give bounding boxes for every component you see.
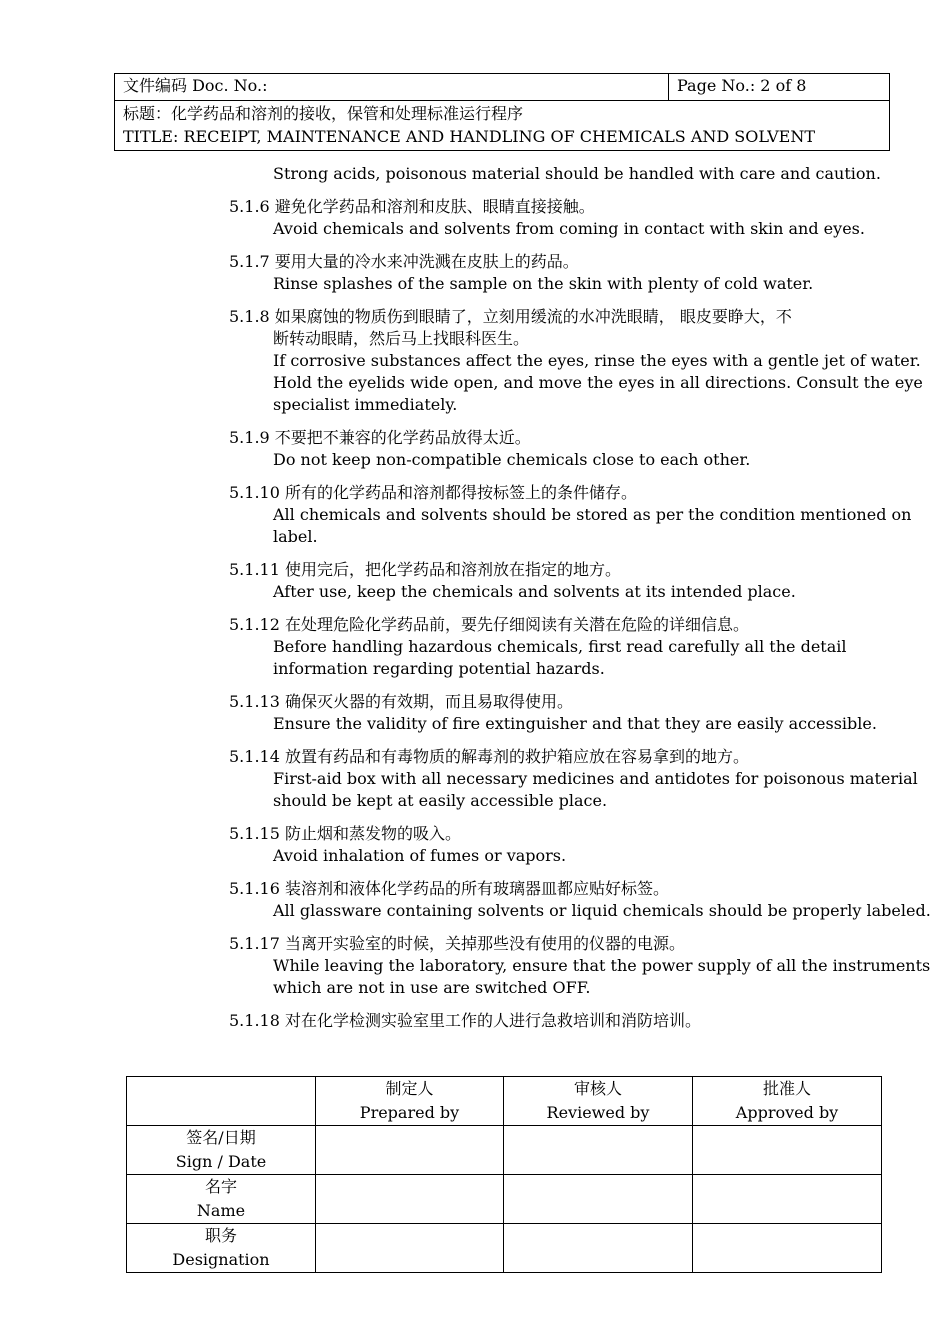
item-english-text: Before handling hazardous chemicals, first read carefully all the detail: [273, 637, 847, 656]
signature-field: [316, 1224, 504, 1273]
item-english-text: Do not keep non-compatible chemicals close to each other.: [273, 450, 751, 469]
procedure-item: [0, 691, 950, 735]
item-english-text: Ensure the validity of fire extinguisher and that they are easily accessible.: [273, 714, 877, 733]
signature-field: [504, 1126, 693, 1175]
procedure-item: [0, 1010, 950, 1032]
item-english-text: specialist immediately.: [273, 395, 458, 414]
item-english-text: should be kept at easily accessible place.: [273, 791, 608, 810]
procedure-item: [0, 746, 950, 812]
signature-table: [126, 1076, 882, 1273]
page-number: Page No.: 2 of 8: [677, 76, 807, 95]
doc-number-label: 文件编码 Doc. No.:: [115, 74, 669, 100]
item-english-text: which are not in use are switched OFF.: [273, 978, 591, 997]
column-header-en: Reviewed by: [546, 1103, 650, 1122]
item-english-text: Avoid inhalation of fumes or vapors.: [273, 846, 567, 865]
procedure-item: [0, 196, 950, 240]
item-heading-chinese: 5.1.9 不要把不兼容的化学药品放得太近。: [229, 428, 531, 447]
procedure-item: [0, 427, 950, 471]
procedure-item: [0, 559, 950, 603]
item-english-text: First-aid box with all necessary medicines and antidotes for poisonous material: [273, 769, 918, 788]
item-english-text: information regarding potential hazards.: [273, 659, 605, 678]
item-heading-chinese: 5.1.17 当离开实验室的时候，关掉那些没有使用的仪器的电源。: [229, 934, 685, 953]
procedure-items: [0, 196, 950, 1032]
row-header-en: Designation: [172, 1250, 270, 1269]
signature-row: [127, 1126, 882, 1175]
row-header: [127, 1126, 316, 1175]
procedure-item: [0, 482, 950, 548]
signature-row: [127, 1224, 882, 1273]
item-english-text: label.: [273, 527, 318, 546]
row-header-en: Sign / Date: [175, 1152, 267, 1171]
item-heading-chinese: 5.1.14 放置有药品和有毒物质的解毒剂的救护箱应放在容易拿到的地方。: [229, 747, 749, 766]
procedure-item: [0, 251, 950, 295]
row-header-zh: 名字: [204, 1177, 237, 1196]
item-english-text: Rinse splashes of the sample on the skin with plenty of cold water.: [273, 274, 814, 293]
row-header-zh: 签名/日期: [186, 1128, 256, 1147]
item-english-text: All chemicals and solvents should be stored as per the condition mentioned on: [273, 505, 912, 524]
document-title: [115, 101, 889, 150]
item-heading-chinese: 5.1.12 在处理危险化学药品前，要先仔细阅读有关潜在危险的详细信息。: [229, 615, 749, 634]
row-header-en: Name: [196, 1201, 246, 1220]
column-header-zh: 批准人: [762, 1079, 811, 1098]
header-row: [115, 74, 889, 101]
signature-field: [316, 1175, 504, 1224]
item-heading-chinese: 5.1.11 使用完后，把化学药品和溶剂放在指定的地方。: [229, 560, 621, 579]
intro-line: Strong acids, poisonous material should be handled with care and caution.: [273, 164, 881, 183]
item-heading-chinese: 5.1.10 所有的化学药品和溶剂都得按标签上的条件储存。: [229, 483, 637, 502]
item-english-text: Hold the eyelids wide open, and move the eyes in all directions. Consult the eye: [273, 373, 923, 392]
row-header-zh: 职务: [204, 1226, 237, 1245]
signature-field: [693, 1224, 882, 1273]
signature-field: [316, 1126, 504, 1175]
procedure-item: [0, 933, 950, 999]
column-header-zh: 制定人: [385, 1079, 434, 1098]
procedure-item: [0, 823, 950, 867]
signature-header-row: [127, 1077, 882, 1126]
item-english-text: After use, keep the chemicals and solvents at its intended place.: [273, 582, 796, 601]
item-heading-chinese: 5.1.16 装溶剂和液体化学药品的所有玻璃器皿都应贴好标签。: [229, 879, 669, 898]
item-english-text: Avoid chemicals and solvents from coming in contact with skin and eyes.: [273, 219, 865, 238]
procedure-item: [0, 878, 950, 922]
procedure-item: [0, 614, 950, 680]
row-header: [127, 1224, 316, 1273]
procedure-content: [0, 163, 950, 1043]
column-header-zh: 审核人: [573, 1079, 622, 1098]
signature-row: [127, 1175, 882, 1224]
item-heading-chinese: 5.1.15 防止烟和蒸发物的吸入。: [229, 824, 461, 843]
item-english-text: While leaving the laboratory, ensure that the power supply of all the instruments: [273, 956, 931, 975]
row-header: [127, 1175, 316, 1224]
item-english-text: If corrosive substances affect the eyes, rinse the eyes with a gentle jet of water.: [273, 351, 921, 370]
column-header-en: Approved by: [735, 1103, 839, 1122]
item-heading-chinese: 5.1.7 要用大量的冷水来冲洗溅在皮肤上的药品。: [229, 252, 579, 271]
corner-cell: [127, 1077, 316, 1126]
title-chinese: 标题：化学药品和溶剂的接收，保管和处理标准运行程序: [123, 104, 524, 123]
item-heading-chinese: 5.1.13 确保灭火器的有效期，而且易取得使用。: [229, 692, 573, 711]
item-heading-chinese: 5.1.6 避免化学药品和溶剂和皮肤、眼睛直接接触。: [229, 197, 595, 216]
signature-field: [504, 1175, 693, 1224]
item-heading-chinese: 5.1.8 如果腐蚀的物质伤到眼睛了，立刻用缓流的水冲洗眼睛， 眼皮要睁大，不: [229, 307, 792, 326]
signature-field: [693, 1175, 882, 1224]
item-english-text: All glassware containing solvents or liquid chemicals should be properly labeled.: [273, 901, 931, 920]
column-header: [316, 1077, 504, 1126]
document-header: [114, 73, 890, 151]
item-heading-chinese: 5.1.18 对在化学检测实验室里工作的人进行急救培训和消防培训。: [229, 1011, 701, 1030]
procedure-item: [0, 306, 950, 416]
title-english: TITLE: RECEIPT, MAINTENANCE AND HANDLING OF CHEMICALS AND SOLVENT: [123, 127, 815, 146]
column-header: [693, 1077, 882, 1126]
signature-field: [504, 1224, 693, 1273]
item-chinese-continued: 断转动眼睛，然后马上找眼科医生。: [273, 329, 530, 348]
column-header-en: Prepared by: [359, 1103, 460, 1122]
column-header: [504, 1077, 693, 1126]
signature-field: [693, 1126, 882, 1175]
